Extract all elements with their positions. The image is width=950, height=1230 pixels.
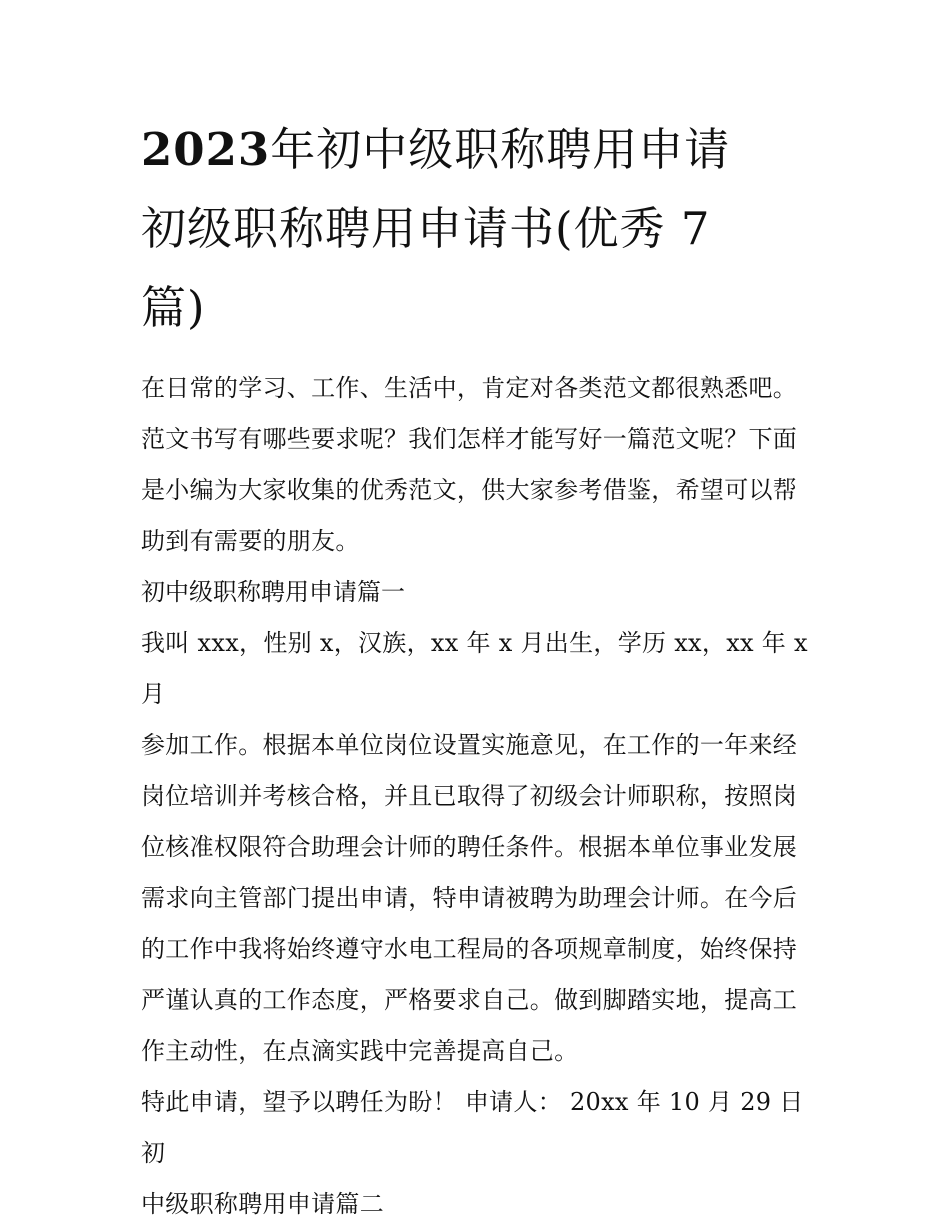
section-1-heading: 初中级职称聘用申请篇一 xyxy=(141,578,405,606)
title-line-2: 初级职称聘用申请书(优秀 7 xyxy=(141,202,711,255)
intro-line: 在日常的学习、工作、生活中，肯定对各类范文都很熟悉吧。 xyxy=(141,374,798,402)
body-line: 岗位培训并考核合格，并且已取得了初级会计师职称，按照岗 xyxy=(141,782,798,810)
title-line-1 xyxy=(141,110,821,189)
closing-line: 中级职称聘用申请篇二 xyxy=(141,1190,384,1218)
intro-line: 助到有需要的朋友。 xyxy=(141,527,360,555)
body-line: 位核准权限符合助理会计师的聘任条件。根据本单位事业发展 xyxy=(141,833,798,861)
body-line: 参加工作。根据本单位岗位设置实施意见，在工作的一年来经 xyxy=(141,731,798,759)
body-line: 的工作中我将始终遵守水电工程局的各项规章制度，始终保持 xyxy=(141,935,798,963)
title-line-1-text: 年初中级职称聘用申请 xyxy=(270,123,731,176)
intro-line: 范文书写有哪些要求呢？我们怎样才能写好一篇范文呢？下面 xyxy=(141,425,798,453)
intro-paragraph xyxy=(141,363,821,567)
closing-paragraph xyxy=(141,1077,821,1230)
body-line: 作主动性，在点滴实践中完善提高自己。 xyxy=(141,1037,579,1065)
body-line: 我叫 xxx，性别 x，汉族，xx 年 x 月出生，学历 xx，xx 年 x 月 xyxy=(141,629,808,708)
intro-line: 是小编为大家收集的优秀范文，供大家参考借鉴，希望可以帮 xyxy=(141,476,798,504)
body-line: 需求向主管部门提出申请，特申请被聘为助理会计师。在今后 xyxy=(141,884,798,912)
closing-line: 特此申请，望予以聘任为盼！ 申请人： 20xx 年 10 月 29 日 初 xyxy=(141,1088,804,1167)
body-line: 严谨认真的工作态度，严格要求自己。做到脚踏实地，提高工 xyxy=(141,986,798,1014)
section-1-body xyxy=(141,618,821,1077)
document-title xyxy=(141,110,821,347)
title-line-3: 篇) xyxy=(141,281,206,334)
title-year: 2023 xyxy=(141,123,271,176)
document-page xyxy=(141,110,821,1230)
